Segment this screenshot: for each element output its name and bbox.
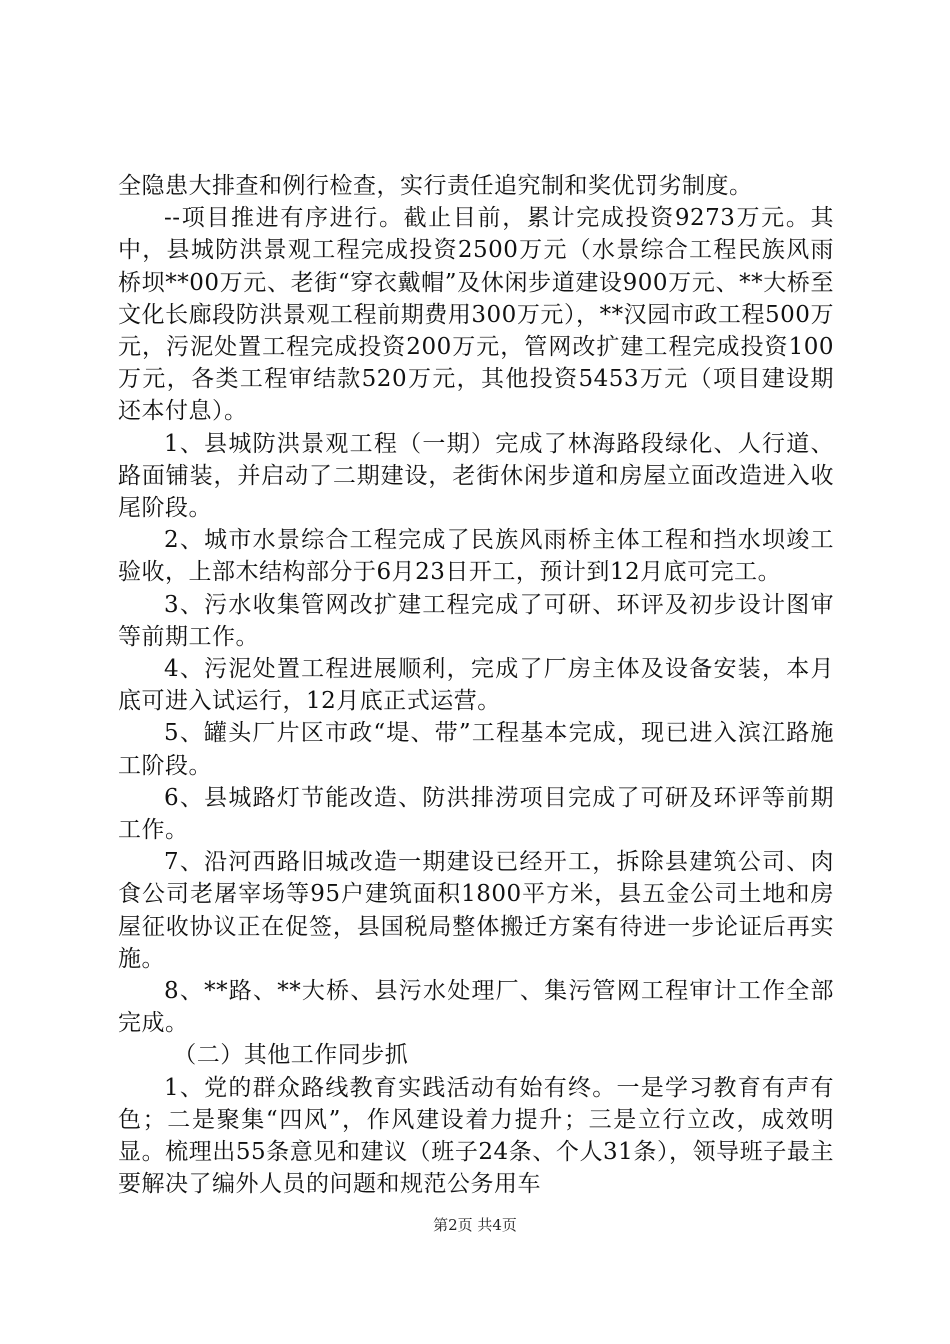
paragraph-item-4: 4、污泥处置工程进展顺利，完成了厂房主体及设备安装，本月底可进入试运行，12月底正式运营。 xyxy=(118,656,834,715)
paragraph-item-6: 6、县城路灯节能改造、防洪排涝项目完成了可研及环评等前期工作。 xyxy=(118,784,834,844)
paragraph-item-2: 2、城市水景综合工程完成了民族风雨桥主体工程和挡水坝竣工验收，上部木结构部分于6月23日开工，预计到12月底可完工。 xyxy=(118,527,834,586)
paragraph-item-8: 8、**路、**大桥、县污水处理厂、集污管网工程审计工作全部完成。 xyxy=(118,978,834,1037)
paragraph-item-1: 1、县城防洪景观工程（一期）完成了林海路段绿化、人行道、路面铺装，并启动了二期建设，老街休闲步道和房屋立面改造进入收尾阶段。 xyxy=(118,430,834,522)
paragraph-item-3: 3、污水收集管网改扩建工程完成了可研、环评及初步设计图审等前期工作。 xyxy=(118,591,834,650)
section-heading-other-work: （二）其他工作同步抓 xyxy=(173,1042,409,1069)
document-body xyxy=(118,170,834,1201)
paragraph-project-progress: --项目推进有序进行。截止目前，累计完成投资9273万元。其中，县城防洪景观工程完成投资2500万元（水景综合工程民族风雨桥坝**00万元、老街“穿衣戴帽”及休闲步道建设900万元、**大桥至文化长廊段防洪景观工程前期费用300万元），**汉园市政工程500万元，污泥处置工程完成投资200万元，管网改扩建工程完成投资100万元，各类工程审结款520万元，其他投资5453万元（项目建设期还本付息）。 xyxy=(118,205,834,425)
page-number-footer: 第2页 共4页 xyxy=(433,1216,517,1234)
paragraph-item-5: 5、罐头厂片区市政“堤、带”工程基本完成，现已进入滨江路施工阶段。 xyxy=(118,720,834,779)
paragraph-item-7: 7、沿河西路旧城改造一期建设已经开工，拆除县建筑公司、肉食公司老屠宰场等95户建筑面积1800平方米，县五金公司土地和房屋征收协议正在促签，县国税局整体搬迁方案有待进一步论证后再实施。 xyxy=(118,849,834,972)
paragraph-mass-line-education: 1、党的群众路线教育实践活动有始有终。一是学习教育有声有色；二是聚集“四风”，作风建设着力提升；三是立行立改，成效明显。梳理出55条意见和建议（班子24条、个人31条），领导班子最主要解决了编外人员的问题和规范公务用车 xyxy=(118,1074,834,1198)
paragraph-continuation: 全隐患大排查和例行检查，实行责任追究制和奖优罚劣制度。 xyxy=(118,173,753,199)
